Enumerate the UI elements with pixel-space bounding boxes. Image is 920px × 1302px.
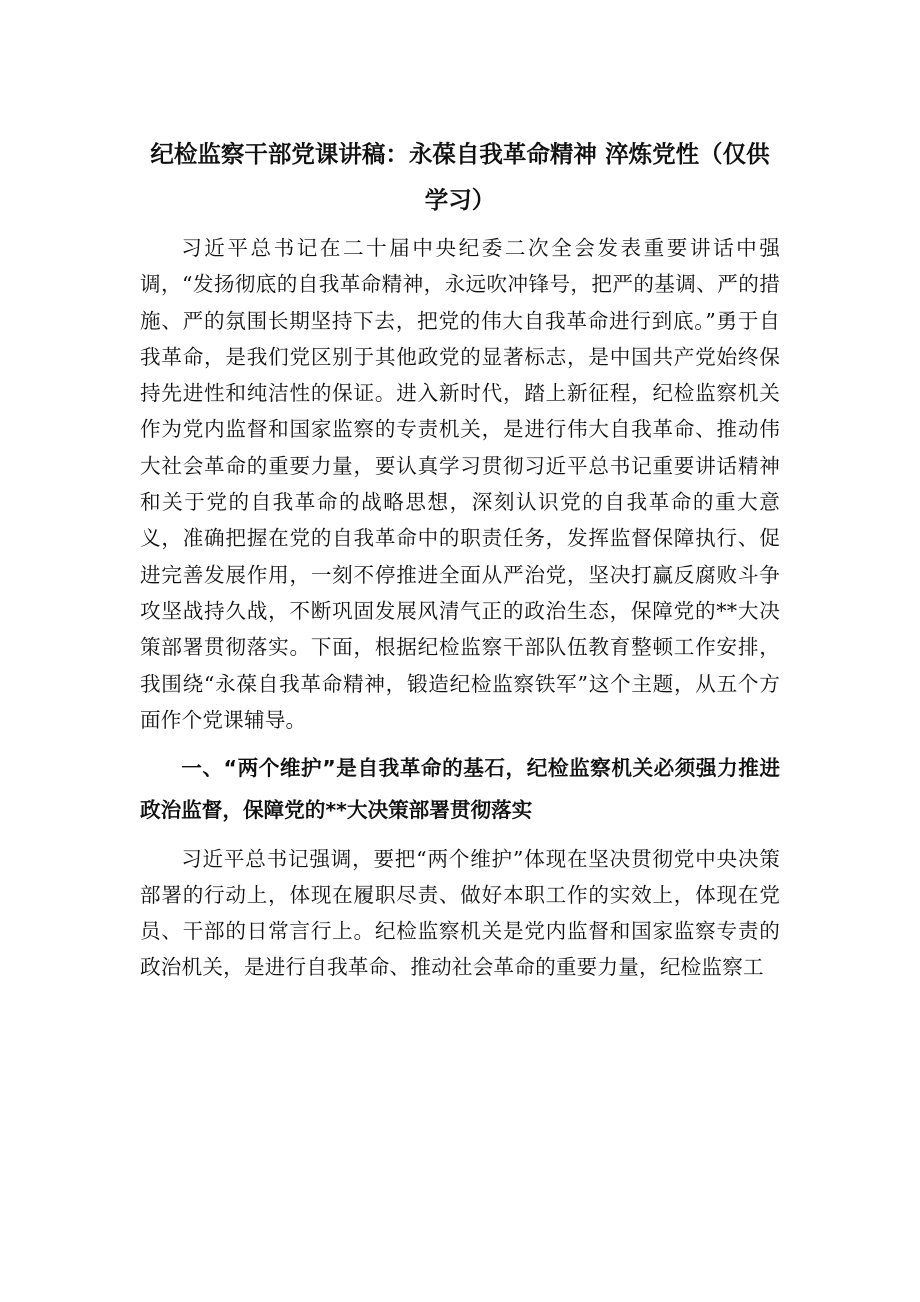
document-title: 纪检监察干部党课讲稿：永葆自我革命精神 淬炼党性（仅供学习） xyxy=(150,140,770,214)
document-body xyxy=(140,230,780,985)
section-paragraph: 习近平总书记强调，要把“两个维护”体现在坚决贯彻党中央决策部署的行动上，体现在履职尽责、做好本职工作的实效上，体现在党员、干部的日常言行上。纪检监察机关是党内监督和国家监察专责的政治机关，是进行自我革命、推动社会革命的重要力量，纪检监察工 xyxy=(140,847,780,980)
section-heading: 一、“两个维护”是自我革命的基石，纪检监察机关必须强力推进政治监督，保障党的**大决策部署贯彻落实 xyxy=(140,756,780,823)
intro-paragraph: 习近平总书记在二十届中央纪委二次全会发表重要讲话中强调，“发扬彻底的自我革命精神，永远吹冲锋号，把严的基调、严的措施、严的氛围长期坚持下去，把党的伟大自我革命进行到底。”勇于自我革命，是我们党区别于其他政党的显著标志，是中国共产党始终保持先进性和纯洁性的保证。进入新时代，踏上新征程，纪检监察机关作为党内监督和国家监察的专责机关，是进行伟大自我革命、推动伟大社会革命的重要力量，要认真学习贯彻习近平总书记重要讲话精神和关于党的自我革命的战略思想，深刻认识党的自我革命的重大意义，准确把握在党的自我革命中的职责任务，发挥监督保障执行、促进完善发展作用，一刻不停推进全面从严治党，坚决打赢反腐败斗争攻坚战持久战，不断巩固发展风清气正的政治生态，保障党的**大决策部署贯彻落实。下面，根据纪检监察干部队伍教育整顿工作安排，我围绕“永葆自我革命精神，锻造纪检监察铁军”这个主题，从五个方面作个党课辅导。 xyxy=(140,236,780,732)
